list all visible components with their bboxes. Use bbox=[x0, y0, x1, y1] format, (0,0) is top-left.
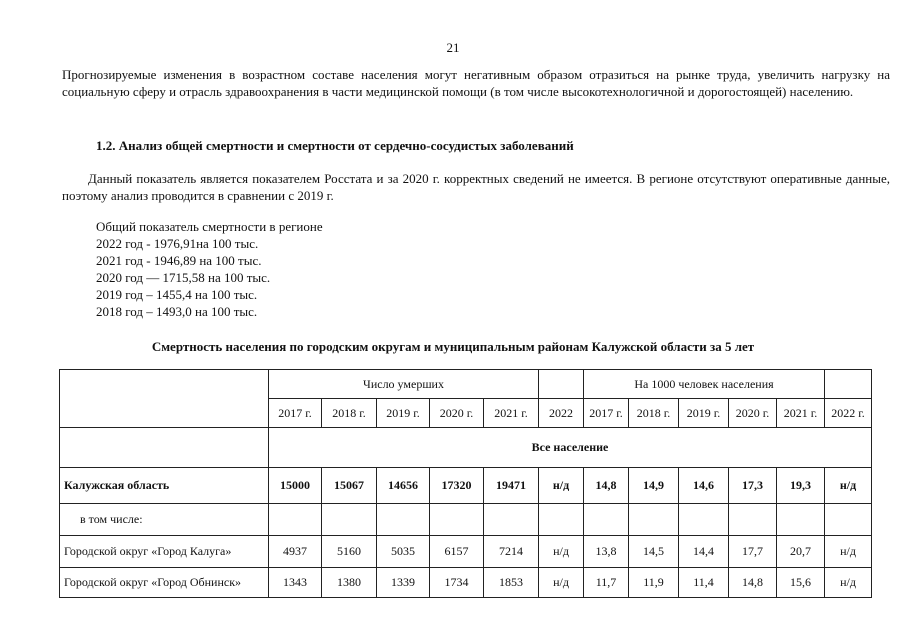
header-deaths-spacer bbox=[539, 370, 584, 399]
cell-value: 14,8 bbox=[729, 568, 777, 598]
cell-value: 19,3 bbox=[777, 468, 825, 504]
table-header-empty-cell bbox=[60, 370, 269, 428]
section-row-all-population bbox=[60, 428, 872, 468]
cell-value: 4937 bbox=[269, 536, 322, 568]
empty-cell bbox=[484, 504, 539, 536]
year-header: 2022 г. bbox=[825, 399, 872, 428]
empty-cell bbox=[430, 504, 484, 536]
empty-cell bbox=[777, 504, 825, 536]
cell-value: 17,7 bbox=[729, 536, 777, 568]
cell-value: 1380 bbox=[322, 568, 377, 598]
year-header: 2020 г. bbox=[430, 399, 484, 428]
cell-value: 14,9 bbox=[629, 468, 679, 504]
cell-value: н/д bbox=[825, 536, 872, 568]
stats-line-2018: 2018 год – 1493,0 на 100 тыс. bbox=[96, 304, 258, 319]
empty-cell bbox=[539, 504, 584, 536]
cell-value: 20,7 bbox=[777, 536, 825, 568]
cell-value: 14,8 bbox=[584, 468, 629, 504]
stats-line-2022: 2022 год - 1976,91на 100 тыс. bbox=[96, 236, 259, 251]
cell-value: 1339 bbox=[377, 568, 430, 598]
year-header: 2022 bbox=[539, 399, 584, 428]
empty-cell bbox=[584, 504, 629, 536]
cell-value: 11,4 bbox=[679, 568, 729, 598]
cell-value: н/д bbox=[539, 568, 584, 598]
cell-value: 19471 bbox=[484, 468, 539, 504]
cell-value: 11,9 bbox=[629, 568, 679, 598]
intro-paragraph: Прогнозируемые изменения в возрастном составе населения могут негативным образом отразиться на рынке труда, увеличить нагрузку на социальную сферу и отрасль здравоохранения в части медицинской помощи (в том числе высокотехнологичной и дорогостоящей) населению. bbox=[62, 67, 890, 99]
cell-value: 11,7 bbox=[584, 568, 629, 598]
cell-value: 14,6 bbox=[679, 468, 729, 504]
cell-value: 1853 bbox=[484, 568, 539, 598]
year-header: 2020 г. bbox=[729, 399, 777, 428]
cell-value: н/д bbox=[825, 468, 872, 504]
table-header-group-row bbox=[60, 370, 872, 399]
cell-value: н/д bbox=[539, 468, 584, 504]
cell-value: 1343 bbox=[269, 568, 322, 598]
table-row bbox=[60, 468, 872, 504]
year-header: 2018 г. bbox=[629, 399, 679, 428]
empty-cell bbox=[377, 504, 430, 536]
row-name: Городской округ «Город Калуга» bbox=[60, 536, 269, 568]
year-header: 2018 г. bbox=[322, 399, 377, 428]
cell-value: 7214 bbox=[484, 536, 539, 568]
cell-value: 5160 bbox=[322, 536, 377, 568]
empty-cell bbox=[825, 504, 872, 536]
stats-line-2021: 2021 год - 1946,89 на 100 тыс. bbox=[96, 253, 262, 268]
cell-value: н/д bbox=[539, 536, 584, 568]
year-header: 2017 г. bbox=[584, 399, 629, 428]
empty-cell bbox=[269, 504, 322, 536]
empty-cell bbox=[322, 504, 377, 536]
cell-value: 15000 bbox=[269, 468, 322, 504]
cell-value: 15067 bbox=[322, 468, 377, 504]
cell-value: 13,8 bbox=[584, 536, 629, 568]
header-per1000-spacer bbox=[825, 370, 872, 399]
empty-cell bbox=[729, 504, 777, 536]
stats-line-2020: 2020 год — 1715,58 на 100 тыс. bbox=[96, 270, 271, 285]
cell-value: 5035 bbox=[377, 536, 430, 568]
year-header: 2021 г. bbox=[777, 399, 825, 428]
header-deaths-group: Число умерших bbox=[269, 370, 539, 399]
section-label: Все население bbox=[269, 428, 872, 468]
year-header: 2021 г. bbox=[484, 399, 539, 428]
mortality-table bbox=[59, 369, 872, 598]
cell-value: 15,6 bbox=[777, 568, 825, 598]
empty-cell bbox=[629, 504, 679, 536]
cell-value: 17320 bbox=[430, 468, 484, 504]
table-row bbox=[60, 568, 872, 598]
section-paragraph: Данный показатель является показателем Росстата и за 2020 г. корректных сведений не имеется. В регионе отсутствуют оперативные данные, поэтому анализ проводится в сравнении с 2019 г. bbox=[62, 171, 890, 203]
year-header: 2017 г. bbox=[269, 399, 322, 428]
cell-value: 6157 bbox=[430, 536, 484, 568]
including-label: в том числе: bbox=[60, 504, 269, 536]
header-per1000-group: На 1000 человек населения bbox=[584, 370, 825, 399]
row-name: Калужская область bbox=[60, 468, 269, 504]
page-number: 21 bbox=[446, 40, 460, 55]
empty-cell bbox=[679, 504, 729, 536]
section-heading: 1.2. Анализ общей смертности и смертности от сердечно-сосудистых заболеваний bbox=[96, 138, 574, 153]
cell-value: 1734 bbox=[430, 568, 484, 598]
stats-title: Общий показатель смертности в регионе bbox=[96, 219, 323, 234]
stats-line-2019: 2019 год – 1455,4 на 100 тыс. bbox=[96, 287, 258, 302]
section-row-empty-cell bbox=[60, 428, 269, 468]
table-row bbox=[60, 536, 872, 568]
cell-value: 14,4 bbox=[679, 536, 729, 568]
cell-value: 14656 bbox=[377, 468, 430, 504]
mortality-stats-block bbox=[96, 218, 323, 320]
cell-value: н/д bbox=[825, 568, 872, 598]
including-row bbox=[60, 504, 872, 536]
cell-value: 14,5 bbox=[629, 536, 679, 568]
table-title: Смертность населения по городским округам и муниципальным районам Калужской области за 5 лет bbox=[151, 339, 755, 354]
cell-value: 17,3 bbox=[729, 468, 777, 504]
year-header: 2019 г. bbox=[377, 399, 430, 428]
row-name: Городской округ «Город Обнинск» bbox=[60, 568, 269, 598]
year-header: 2019 г. bbox=[679, 399, 729, 428]
